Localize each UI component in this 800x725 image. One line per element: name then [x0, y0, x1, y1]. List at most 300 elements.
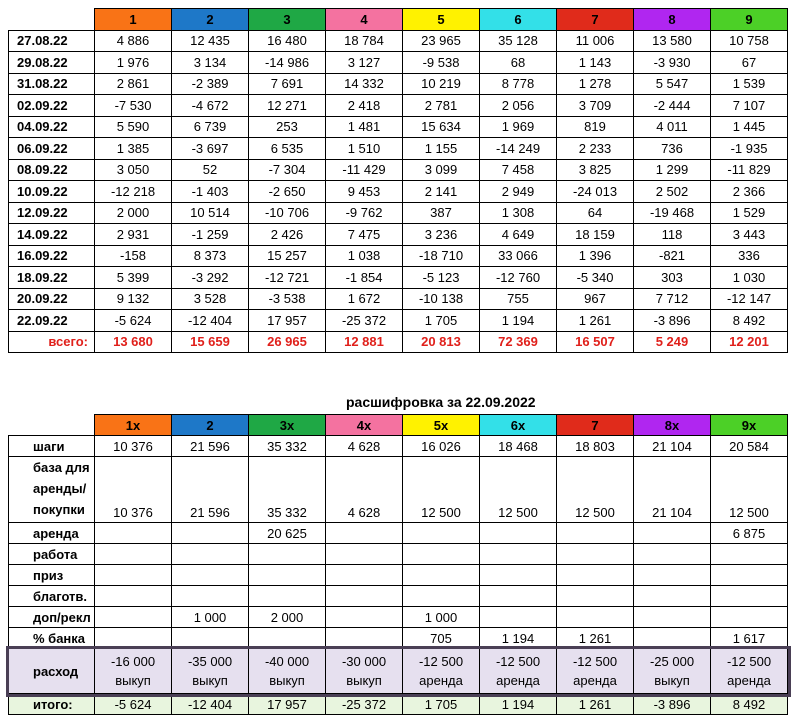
- value-cell: 23 965: [403, 30, 480, 52]
- value-cell: 11 006: [557, 30, 634, 52]
- value-cell: 13 580: [634, 30, 711, 52]
- value-cell: 4 649: [480, 224, 557, 246]
- expense-type: выкуп: [654, 673, 690, 688]
- expense-amount: -25 000: [649, 654, 695, 669]
- value-cell: 16 480: [249, 30, 326, 52]
- value-cell: -3 697: [172, 138, 249, 160]
- value-cell: 1 261: [557, 310, 634, 332]
- value-cell: -11 829: [711, 159, 788, 181]
- value-cell: 12 500: [711, 457, 788, 523]
- value-cell: -1 403: [172, 181, 249, 203]
- header-row: [9, 9, 788, 31]
- date-cell: 06.09.22: [9, 138, 95, 160]
- column-header: 4х: [326, 415, 403, 436]
- table-row: [9, 159, 788, 181]
- value-cell: [95, 565, 172, 586]
- value-cell: [172, 544, 249, 565]
- value-cell: 2 949: [480, 181, 557, 203]
- expense-type: выкуп: [269, 673, 305, 688]
- value-cell: [172, 628, 249, 649]
- value-cell: -7 530: [95, 95, 172, 117]
- total-cell: 72 369: [480, 331, 557, 353]
- value-cell: -158: [95, 245, 172, 267]
- row-label: шаги: [9, 436, 95, 457]
- value-cell: 1 261: [557, 628, 634, 649]
- date-cell: 16.09.22: [9, 245, 95, 267]
- table-row: [9, 202, 788, 224]
- value-cell: 10 514: [172, 202, 249, 224]
- value-cell: [403, 586, 480, 607]
- value-cell: -12 147: [711, 288, 788, 310]
- value-cell: 35 128: [480, 30, 557, 52]
- value-cell: 7 691: [249, 73, 326, 95]
- value-cell: [95, 523, 172, 544]
- value-cell: 2 426: [249, 224, 326, 246]
- total-cell: -25 372: [326, 694, 403, 715]
- value-cell: [480, 565, 557, 586]
- value-cell: 2 502: [634, 181, 711, 203]
- total-cell: -5 624: [95, 694, 172, 715]
- value-cell: 17 957: [249, 310, 326, 332]
- table-row: [9, 30, 788, 52]
- value-cell: 6 739: [172, 116, 249, 138]
- column-header: 6х: [480, 415, 557, 436]
- value-cell: 387: [403, 202, 480, 224]
- value-cell: 3 050: [95, 159, 172, 181]
- row-label: база для аренды/покупки: [9, 457, 95, 523]
- table-row: [9, 52, 788, 74]
- value-cell: 8 373: [172, 245, 249, 267]
- value-cell: 2 366: [711, 181, 788, 203]
- value-cell: 3 134: [172, 52, 249, 74]
- row-label: % банка: [9, 628, 95, 649]
- expense-amount: -12 500: [572, 654, 618, 669]
- value-cell: 18 803: [557, 436, 634, 457]
- value-cell: 118: [634, 224, 711, 246]
- value-cell: 1 529: [711, 202, 788, 224]
- total-cell: 15 659: [172, 331, 249, 353]
- row-prize: [9, 565, 788, 586]
- value-cell: [249, 586, 326, 607]
- value-cell: [172, 586, 249, 607]
- value-cell: 10 376: [95, 457, 172, 523]
- column-header: 2: [172, 415, 249, 436]
- value-cell: [711, 544, 788, 565]
- value-cell: 15 634: [403, 116, 480, 138]
- value-cell: 12 271: [249, 95, 326, 117]
- value-cell: -10 138: [403, 288, 480, 310]
- total-cell: 1 705: [403, 694, 480, 715]
- expense-amount: -35 000: [187, 654, 233, 669]
- expense-type: выкуп: [346, 673, 382, 688]
- value-cell: [480, 586, 557, 607]
- total-cell: 1 261: [557, 694, 634, 715]
- column-header: 9х: [711, 415, 788, 436]
- total-cell: -12 404: [172, 694, 249, 715]
- expense-type: аренда: [727, 673, 771, 688]
- value-cell: [326, 565, 403, 586]
- value-cell: -14 986: [249, 52, 326, 74]
- column-header: 8х: [634, 415, 711, 436]
- value-cell: 2 000: [95, 202, 172, 224]
- table-row: [9, 245, 788, 267]
- value-cell: [557, 607, 634, 628]
- value-cell: 1 539: [711, 73, 788, 95]
- total-cell: -3 896: [634, 694, 711, 715]
- value-cell: [711, 586, 788, 607]
- date-cell: 10.09.22: [9, 181, 95, 203]
- header-row: [9, 415, 788, 436]
- date-cell: 27.08.22: [9, 30, 95, 52]
- value-cell: 1 308: [480, 202, 557, 224]
- value-cell: -3 896: [634, 310, 711, 332]
- expense-amount: -12 500: [418, 654, 464, 669]
- value-cell: 18 468: [480, 436, 557, 457]
- value-cell: 21 596: [172, 457, 249, 523]
- value-cell: 33 066: [480, 245, 557, 267]
- total-cell: 1 194: [480, 694, 557, 715]
- value-cell: 3 528: [172, 288, 249, 310]
- value-cell: 2 418: [326, 95, 403, 117]
- value-cell: -7 304: [249, 159, 326, 181]
- date-cell: 12.09.22: [9, 202, 95, 224]
- value-cell: -1 259: [172, 224, 249, 246]
- total-cell: 12 201: [711, 331, 788, 353]
- value-cell: -9 762: [326, 202, 403, 224]
- value-cell: [326, 586, 403, 607]
- value-cell: -5 340: [557, 267, 634, 289]
- value-cell: 6 875: [711, 523, 788, 544]
- date-cell: 29.08.22: [9, 52, 95, 74]
- value-cell: -1 854: [326, 267, 403, 289]
- column-header: 8: [634, 9, 711, 31]
- row-label: приз: [9, 565, 95, 586]
- value-cell: -9 538: [403, 52, 480, 74]
- value-cell: [172, 565, 249, 586]
- column-header: 1х: [95, 415, 172, 436]
- value-cell: [634, 523, 711, 544]
- value-cell: -5 624: [95, 310, 172, 332]
- value-cell: [634, 607, 711, 628]
- value-cell: 2 781: [403, 95, 480, 117]
- corner-cell: [9, 9, 95, 31]
- row-steps: [9, 436, 788, 457]
- value-cell: 7 458: [480, 159, 557, 181]
- value-cell: 10 376: [95, 436, 172, 457]
- value-cell: 3 236: [403, 224, 480, 246]
- value-cell: 2 056: [480, 95, 557, 117]
- value-cell: 14 332: [326, 73, 403, 95]
- value-cell: 10 758: [711, 30, 788, 52]
- value-cell: 35 332: [249, 457, 326, 523]
- expense-cell: [480, 649, 557, 694]
- expense-cell: [403, 649, 480, 694]
- daily-results-table: [8, 8, 788, 353]
- total-cell: 8 492: [711, 694, 788, 715]
- table-row: [9, 116, 788, 138]
- value-cell: [557, 523, 634, 544]
- value-cell: 35 332: [249, 436, 326, 457]
- row-label: доп/рекл: [9, 607, 95, 628]
- value-cell: 1 194: [480, 628, 557, 649]
- row-expense: [9, 649, 788, 694]
- value-cell: 253: [249, 116, 326, 138]
- value-cell: 1 000: [403, 607, 480, 628]
- value-cell: 52: [172, 159, 249, 181]
- value-cell: -2 389: [172, 73, 249, 95]
- value-cell: 303: [634, 267, 711, 289]
- value-cell: -12 218: [95, 181, 172, 203]
- value-cell: 7 712: [634, 288, 711, 310]
- value-cell: -3 538: [249, 288, 326, 310]
- column-header: 9: [711, 9, 788, 31]
- value-cell: 4 628: [326, 457, 403, 523]
- value-cell: -2 444: [634, 95, 711, 117]
- value-cell: 1 510: [326, 138, 403, 160]
- value-cell: [95, 628, 172, 649]
- value-cell: 9 132: [95, 288, 172, 310]
- column-header: 3: [249, 9, 326, 31]
- expense-cell: [95, 649, 172, 694]
- breakdown-table: [8, 414, 788, 715]
- column-header: 4: [326, 9, 403, 31]
- expense-cell: [326, 649, 403, 694]
- value-cell: -3 292: [172, 267, 249, 289]
- column-header: 3х: [249, 415, 326, 436]
- value-cell: 5 399: [95, 267, 172, 289]
- value-cell: [326, 544, 403, 565]
- value-cell: 1 000: [172, 607, 249, 628]
- value-cell: 68: [480, 52, 557, 74]
- value-cell: 967: [557, 288, 634, 310]
- expense-type: аренда: [496, 673, 540, 688]
- date-cell: 04.09.22: [9, 116, 95, 138]
- value-cell: -2 650: [249, 181, 326, 203]
- totals-label: всего:: [9, 331, 95, 353]
- value-cell: 7 107: [711, 95, 788, 117]
- value-cell: 12 500: [557, 457, 634, 523]
- value-cell: [403, 544, 480, 565]
- expense-cell: [172, 649, 249, 694]
- value-cell: -821: [634, 245, 711, 267]
- value-cell: 4 628: [326, 436, 403, 457]
- value-cell: 64: [557, 202, 634, 224]
- value-cell: -4 672: [172, 95, 249, 117]
- value-cell: -18 710: [403, 245, 480, 267]
- date-cell: 18.09.22: [9, 267, 95, 289]
- value-cell: 2 931: [95, 224, 172, 246]
- value-cell: -12 721: [249, 267, 326, 289]
- value-cell: -19 468: [634, 202, 711, 224]
- value-cell: 9 453: [326, 181, 403, 203]
- value-cell: 1 705: [403, 310, 480, 332]
- table-row: [9, 138, 788, 160]
- value-cell: 67: [711, 52, 788, 74]
- value-cell: 1 278: [557, 73, 634, 95]
- expense-amount: -16 000: [110, 654, 156, 669]
- value-cell: [403, 565, 480, 586]
- value-cell: 1 617: [711, 628, 788, 649]
- value-cell: [711, 565, 788, 586]
- value-cell: 3 825: [557, 159, 634, 181]
- date-cell: 20.09.22: [9, 288, 95, 310]
- expense-cell: [249, 649, 326, 694]
- expense-amount: -12 500: [495, 654, 541, 669]
- value-cell: 20 584: [711, 436, 788, 457]
- value-cell: 1 143: [557, 52, 634, 74]
- expense-cell: [557, 649, 634, 694]
- totals-row: [9, 331, 788, 353]
- expense-cell: [634, 649, 711, 694]
- date-cell: 02.09.22: [9, 95, 95, 117]
- value-cell: [480, 544, 557, 565]
- value-cell: 16 026: [403, 436, 480, 457]
- value-cell: -12 760: [480, 267, 557, 289]
- value-cell: [403, 523, 480, 544]
- value-cell: 1 299: [634, 159, 711, 181]
- value-cell: 4 886: [95, 30, 172, 52]
- value-cell: 3 127: [326, 52, 403, 74]
- expense-type: аренда: [573, 673, 617, 688]
- value-cell: 1 445: [711, 116, 788, 138]
- value-cell: [326, 607, 403, 628]
- value-cell: -11 429: [326, 159, 403, 181]
- row-base: [9, 457, 788, 523]
- date-cell: 22.09.22: [9, 310, 95, 332]
- total-cell: 5 249: [634, 331, 711, 353]
- value-cell: [95, 544, 172, 565]
- row-label: итого:: [9, 694, 95, 715]
- column-header: 1: [95, 9, 172, 31]
- total-cell: 12 881: [326, 331, 403, 353]
- column-header: 5х: [403, 415, 480, 436]
- total-cell: 13 680: [95, 331, 172, 353]
- value-cell: [95, 586, 172, 607]
- value-cell: [249, 628, 326, 649]
- expense-amount: -40 000: [264, 654, 310, 669]
- expense-amount: -12 500: [726, 654, 772, 669]
- expense-type: выкуп: [192, 673, 228, 688]
- row-total: [9, 694, 788, 715]
- value-cell: 5 547: [634, 73, 711, 95]
- value-cell: 1 038: [326, 245, 403, 267]
- value-cell: [711, 607, 788, 628]
- value-cell: 12 500: [480, 457, 557, 523]
- table-row: [9, 95, 788, 117]
- value-cell: 10 219: [403, 73, 480, 95]
- value-cell: [172, 523, 249, 544]
- value-cell: 21 104: [634, 457, 711, 523]
- value-cell: -25 372: [326, 310, 403, 332]
- value-cell: -5 123: [403, 267, 480, 289]
- total-cell: 20 813: [403, 331, 480, 353]
- row-charity: [9, 586, 788, 607]
- value-cell: [249, 565, 326, 586]
- value-cell: [634, 544, 711, 565]
- column-header: 5: [403, 9, 480, 31]
- value-cell: 1 385: [95, 138, 172, 160]
- value-cell: 3 443: [711, 224, 788, 246]
- value-cell: [557, 544, 634, 565]
- date-cell: 14.09.22: [9, 224, 95, 246]
- value-cell: [480, 607, 557, 628]
- value-cell: 1 976: [95, 52, 172, 74]
- value-cell: [249, 544, 326, 565]
- value-cell: [557, 565, 634, 586]
- value-cell: [634, 586, 711, 607]
- value-cell: 819: [557, 116, 634, 138]
- value-cell: 2 861: [95, 73, 172, 95]
- row-label: расход: [9, 649, 95, 694]
- table-row: [9, 181, 788, 203]
- table-row: [9, 73, 788, 95]
- value-cell: 6 535: [249, 138, 326, 160]
- value-cell: 7 475: [326, 224, 403, 246]
- value-cell: [557, 586, 634, 607]
- value-cell: 12 435: [172, 30, 249, 52]
- date-cell: 08.09.22: [9, 159, 95, 181]
- value-cell: 20 625: [249, 523, 326, 544]
- row-label: аренда: [9, 523, 95, 544]
- value-cell: [95, 607, 172, 628]
- value-cell: -24 013: [557, 181, 634, 203]
- total-cell: 26 965: [249, 331, 326, 353]
- expense-amount: -30 000: [341, 654, 387, 669]
- value-cell: 2 233: [557, 138, 634, 160]
- row-label: работа: [9, 544, 95, 565]
- value-cell: [634, 628, 711, 649]
- value-cell: [480, 523, 557, 544]
- value-cell: 705: [403, 628, 480, 649]
- value-cell: 336: [711, 245, 788, 267]
- value-cell: [326, 523, 403, 544]
- total-cell: 16 507: [557, 331, 634, 353]
- corner-cell: [9, 415, 95, 436]
- date-cell: 31.08.22: [9, 73, 95, 95]
- expense-type: аренда: [419, 673, 463, 688]
- column-header: 6: [480, 9, 557, 31]
- value-cell: 4 011: [634, 116, 711, 138]
- value-cell: 1 672: [326, 288, 403, 310]
- value-cell: 15 257: [249, 245, 326, 267]
- row-work: [9, 544, 788, 565]
- value-cell: -12 404: [172, 310, 249, 332]
- table-row: [9, 310, 788, 332]
- value-cell: -10 706: [249, 202, 326, 224]
- value-cell: 1 969: [480, 116, 557, 138]
- value-cell: 21 104: [634, 436, 711, 457]
- row-bank: [9, 628, 788, 649]
- value-cell: -3 930: [634, 52, 711, 74]
- value-cell: 2 141: [403, 181, 480, 203]
- value-cell: 1 481: [326, 116, 403, 138]
- column-header: 2: [172, 9, 249, 31]
- value-cell: [634, 565, 711, 586]
- row-ads: [9, 607, 788, 628]
- value-cell: 3 099: [403, 159, 480, 181]
- expense-cell: [711, 649, 788, 694]
- value-cell: 755: [480, 288, 557, 310]
- value-cell: 18 159: [557, 224, 634, 246]
- column-header: 7: [557, 415, 634, 436]
- value-cell: 8 492: [711, 310, 788, 332]
- row-rent: [9, 523, 788, 544]
- breakdown-caption: расшифровка за 22.09.2022: [346, 394, 536, 410]
- value-cell: 736: [634, 138, 711, 160]
- value-cell: 8 778: [480, 73, 557, 95]
- value-cell: 1 030: [711, 267, 788, 289]
- expense-type: выкуп: [115, 673, 151, 688]
